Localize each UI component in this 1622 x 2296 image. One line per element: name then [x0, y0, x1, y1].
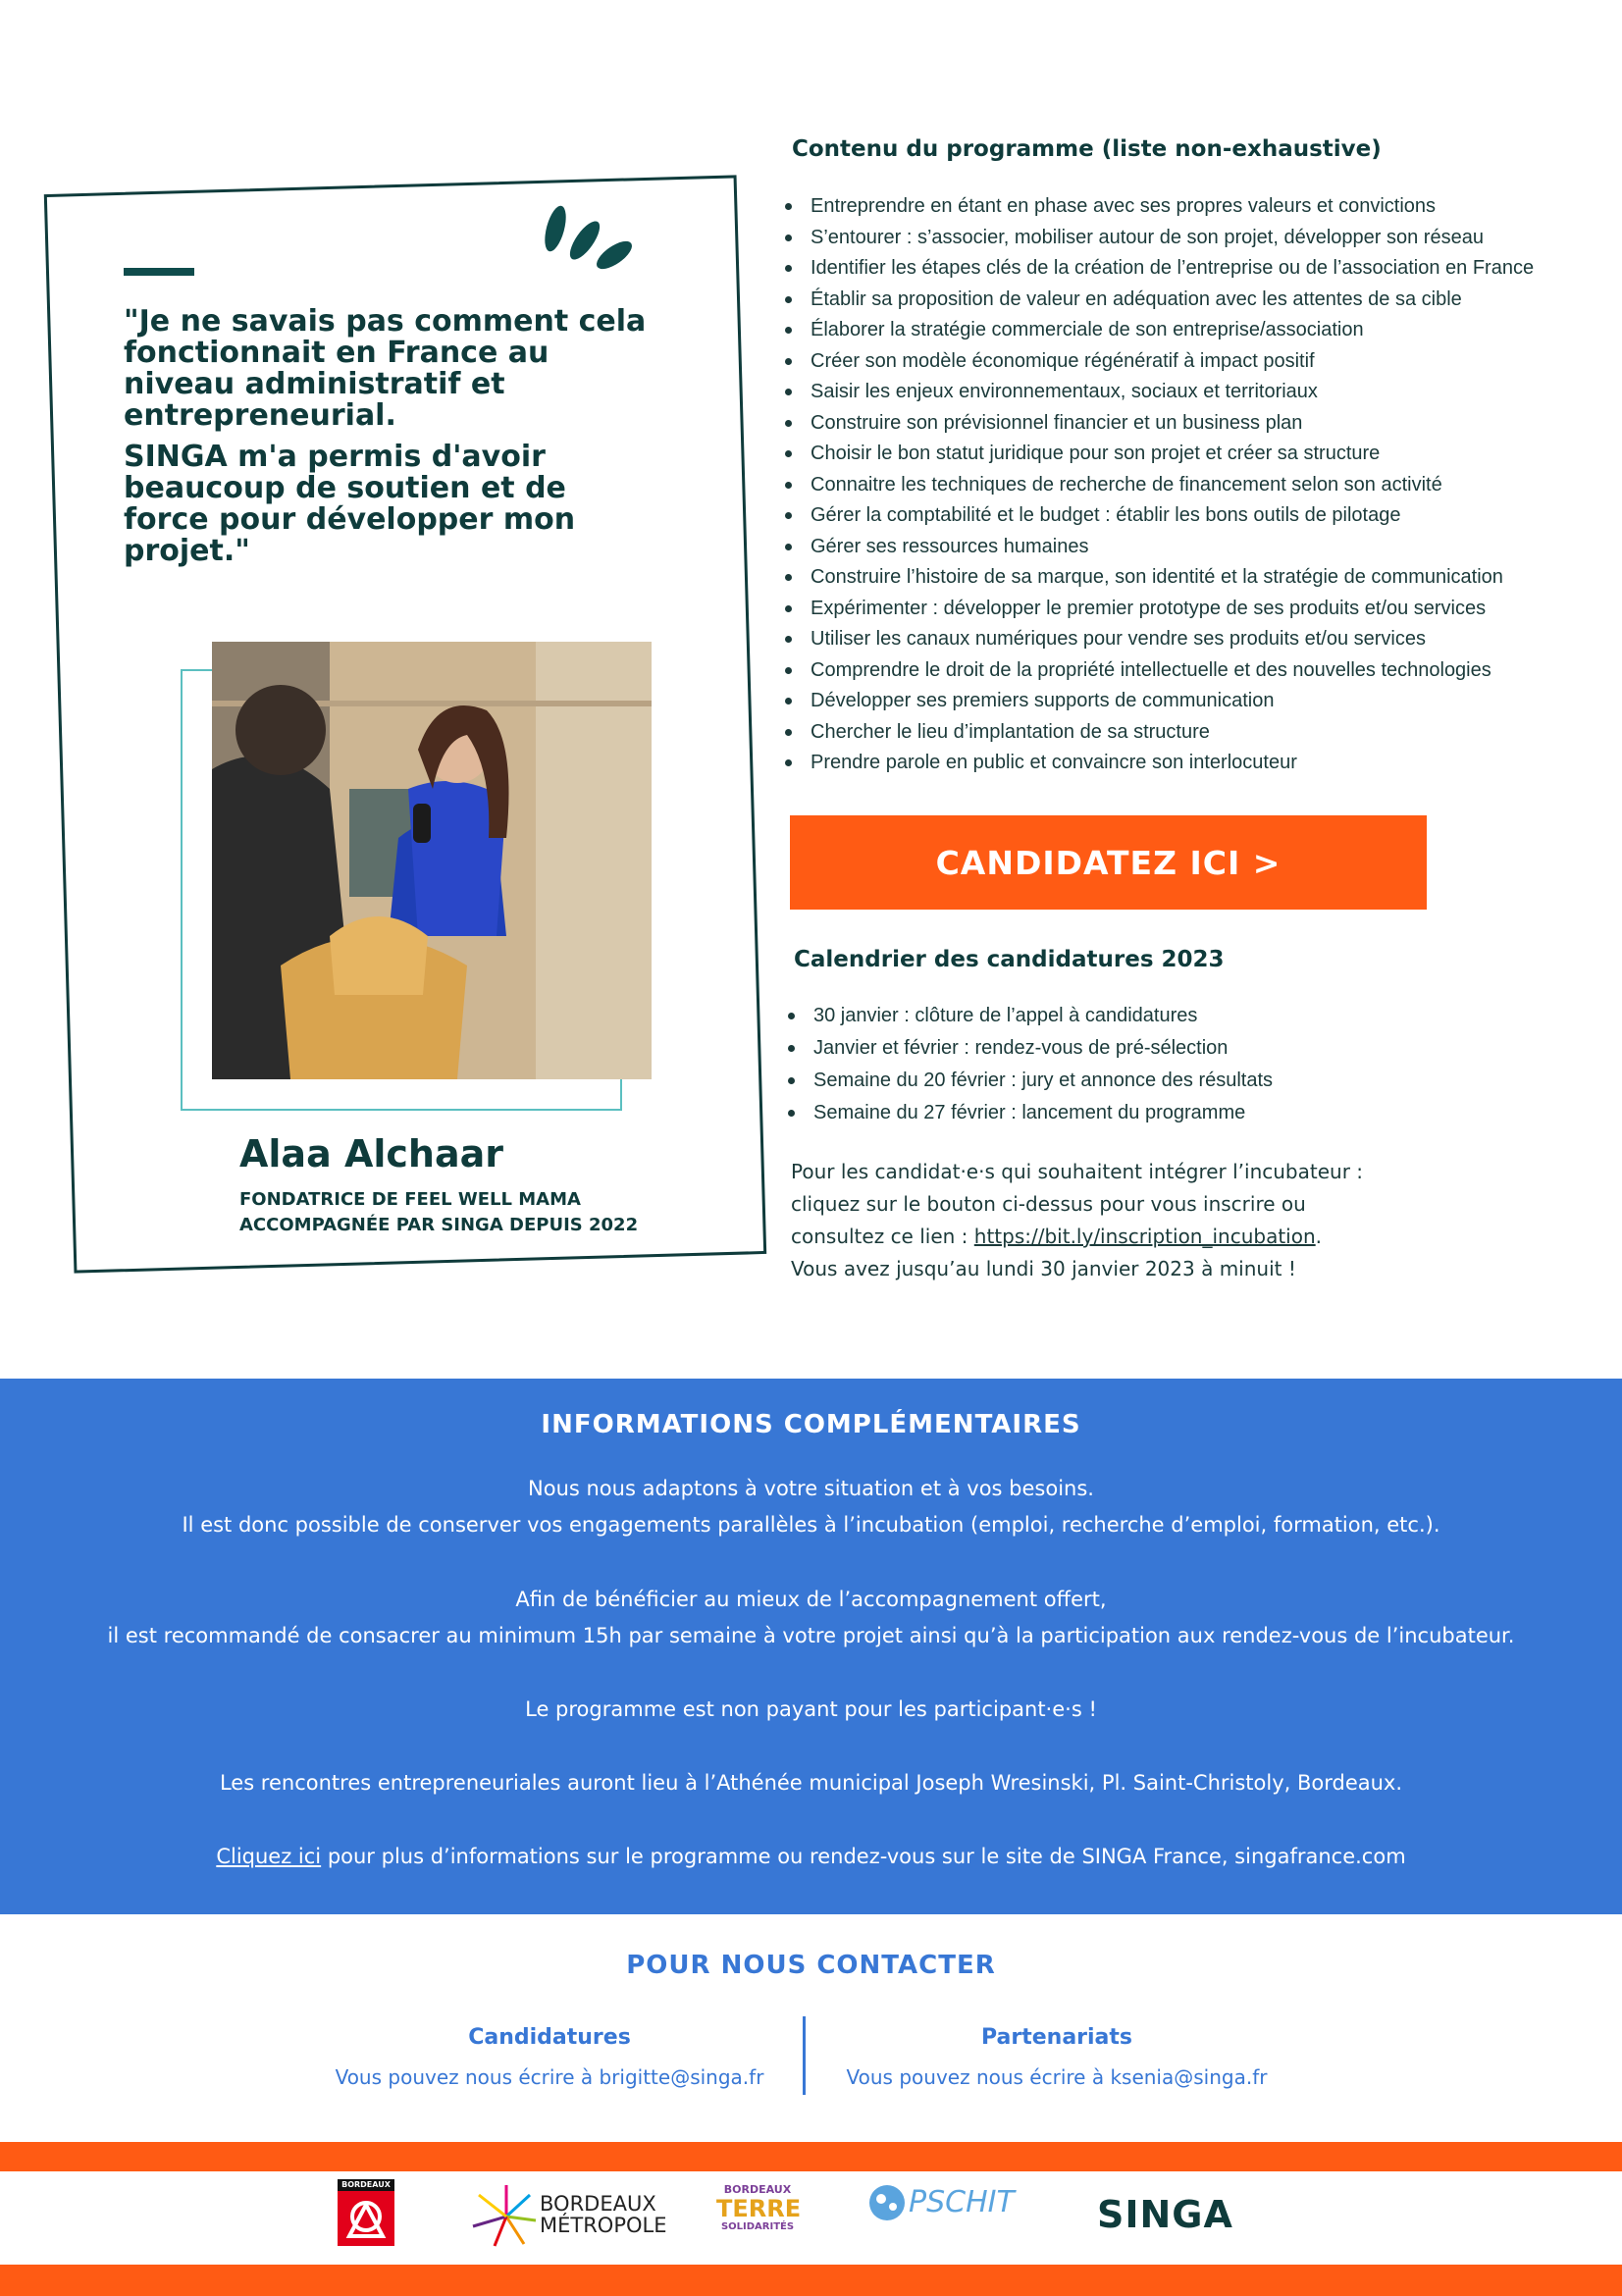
contact-partenariats-text[interactable]: Vous pouvez nous écrire à ksenia@singa.fr	[846, 2065, 1268, 2089]
info-line-1: Nous nous adaptons à votre situation et à vos besoins.	[528, 1477, 1094, 1500]
pschit-globe-icon	[867, 2183, 907, 2222]
testimonial-quote	[124, 306, 654, 567]
terre-text-2: TERRE	[716, 2195, 802, 2222]
list-item: Gérer la comptabilité et le budget : établir les bons outils de pilotage	[785, 502, 1534, 534]
list-item: Construire l’histoire de sa marque, son identité et la stratégie de communication	[785, 564, 1534, 596]
apply-button-label: CANDIDATEZ ICI >	[935, 843, 1282, 882]
footer-stripe-bottom	[0, 2265, 1622, 2296]
list-item: Janvier et février : rendez-vous de pré-sélection	[788, 1035, 1273, 1068]
contact-candidatures-heading: Candidatures	[468, 2025, 631, 2050]
incubation-line-3	[791, 1221, 1478, 1253]
info-line-7	[0, 1842, 1622, 1871]
pschit-logo	[867, 2183, 1015, 2248]
partner-logos	[0, 2171, 1622, 2260]
list-item: Connaitre les techniques de recherche de financement selon son activité	[785, 472, 1534, 503]
list-item: S’entourer : s’associer, mobiliser autour de son projet, développer son réseau	[785, 225, 1534, 256]
metropole-burst-icon	[469, 2181, 538, 2250]
info-line-5: Le programme est non payant pour les participant·e·s !	[525, 1697, 1097, 1721]
contact-title: POUR NOUS CONTACTER	[626, 1951, 996, 1980]
metropole-text-2: MÉTROPOLE	[540, 2214, 667, 2237]
contact-partenariats-heading: Partenariats	[980, 2025, 1133, 2050]
incubation-line-3-suffix: .	[1315, 1225, 1323, 1248]
list-item: Semaine du 27 février : lancement du programme	[788, 1100, 1273, 1132]
calendar-title: Calendrier des candidatures 2023	[794, 947, 1225, 972]
bordeaux-metropole-logo	[469, 2181, 667, 2250]
terre-solidarites-logo	[716, 2183, 802, 2252]
contact-divider	[803, 2016, 806, 2095]
list-item: Établir sa proposition de valeur en adéquation avec les attentes de sa cible	[785, 287, 1534, 318]
testimonial-role	[239, 1187, 638, 1238]
portrait-photo	[212, 642, 652, 1079]
program-list	[785, 193, 1534, 781]
list-item: Construire son prévisionnel financier et un business plan	[785, 410, 1534, 442]
incubation-line-3-prefix: consultez ce lien :	[791, 1225, 974, 1248]
list-item: Développer ses premiers supports de communication	[785, 688, 1534, 719]
info-line-4: il est recommandé de consacrer au minimum 15h par semaine à votre projet ainsi qu’à la participation aux rendez-vous de l’incubateur.	[107, 1624, 1515, 1647]
metropole-text-1: BORDEAUX	[540, 2192, 656, 2216]
list-item: Identifier les étapes clés de la création de l’entreprise ou de l’association en France	[785, 255, 1534, 287]
quote-paragraph-2: SINGA m'a permis d'avoir beaucoup de soutien et de force pour développer mon projet."	[124, 440, 576, 568]
leaf-marks-icon	[538, 201, 646, 289]
footer-stripe-top	[0, 2142, 1622, 2171]
incubation-note	[791, 1156, 1478, 1285]
contact-partenariats	[807, 2025, 1307, 2089]
incubation-line-2: cliquez sur le bouton ci-dessus pour vous inscrire ou	[791, 1192, 1306, 1216]
more-info-link[interactable]: Cliquez ici	[216, 1845, 322, 1868]
contact-candidatures	[294, 2025, 805, 2089]
calendar-list	[788, 1003, 1273, 1132]
role-line-2: ACCOMPAGNÉE PAR SINGA DEPUIS 2022	[239, 1215, 639, 1235]
info-line-2: Il est donc possible de conserver vos engagements parallèles à l’incubation (emploi, recherche d’emploi, formation, etc.).	[182, 1513, 1440, 1537]
bordeaux-logo	[338, 2179, 394, 2246]
list-item: Choisir le bon statut juridique pour son projet et créer sa structure	[785, 441, 1534, 472]
terre-text-3: SOLIDARITÉS	[720, 2221, 795, 2232]
incubation-line-4: Vous avez jusqu’au lundi 30 janvier 2023 à minuit !	[791, 1257, 1296, 1280]
singa-logo: SINGA	[1097, 2193, 1233, 2236]
list-item: Chercher le lieu d’implantation de sa structure	[785, 719, 1534, 751]
incubation-line-1: Pour les candidat·e·s qui souhaitent intégrer l’incubateur :	[791, 1160, 1364, 1183]
incubation-link[interactable]: https://bit.ly/inscription_incubation	[973, 1225, 1316, 1248]
info-section	[0, 1379, 1622, 1914]
testimonial-name: Alaa Alchaar	[239, 1132, 503, 1175]
list-item: Expérimenter : développer le premier prototype de ses produits et/ou services	[785, 596, 1534, 627]
bordeaux-crest-icon	[338, 2191, 394, 2246]
contact-candidatures-text[interactable]: Vous pouvez nous écrire à brigitte@singa.fr	[335, 2065, 764, 2089]
list-item: Prendre parole en public et convaincre son interlocuteur	[785, 750, 1534, 781]
program-title: Contenu du programme (liste non-exhaustive)	[792, 136, 1382, 162]
pschit-text: PSCHIT	[909, 2185, 1015, 2219]
list-item: Gérer ses ressources humaines	[785, 534, 1534, 565]
info-line-3: Afin de bénéficier au mieux de l’accompagnement offert,	[515, 1588, 1107, 1611]
info-line-7-rest: pour plus d’informations sur le programme ou rendez-vous sur le site de SINGA France, singafrance.com	[321, 1845, 1406, 1868]
list-item: Semaine du 20 février : jury et annonce des résultats	[788, 1068, 1273, 1100]
list-item: Comprendre le droit de la propriété intellectuelle et des nouvelles technologies	[785, 657, 1534, 689]
list-item: 30 janvier : clôture de l’appel à candidatures	[788, 1003, 1273, 1035]
info-title: INFORMATIONS COMPLÉMENTAIRES	[541, 1410, 1081, 1439]
list-item: Saisir les enjeux environnementaux, sociaux et territoriaux	[785, 379, 1534, 410]
role-line-1: FONDATRICE DE FEEL WELL MAMA	[239, 1189, 581, 1210]
list-item: Entreprendre en étant en phase avec ses propres valeurs et convictions	[785, 193, 1534, 225]
quote-paragraph-1: "Je ne savais pas comment cela fonctionnait en France au niveau administratif et entrepreneurial.	[124, 304, 647, 433]
info-line-6: Les rencontres entrepreneuriales auront lieu à l’Athénée municipal Joseph Wresinski, Pl. Saint-Christoly, Bordeaux.	[219, 1771, 1403, 1795]
terre-text-1: BORDEAUX	[723, 2183, 792, 2196]
list-item: Utiliser les canaux numériques pour vendre ses produits et/ou services	[785, 626, 1534, 657]
list-item: Élaborer la stratégie commerciale de son entreprise/association	[785, 317, 1534, 348]
decorative-dash	[124, 268, 194, 276]
apply-button[interactable]	[790, 815, 1427, 910]
bordeaux-logo-text: BORDEAUX	[338, 2179, 394, 2191]
list-item: Créer son modèle économique régénératif à impact positif	[785, 348, 1534, 380]
